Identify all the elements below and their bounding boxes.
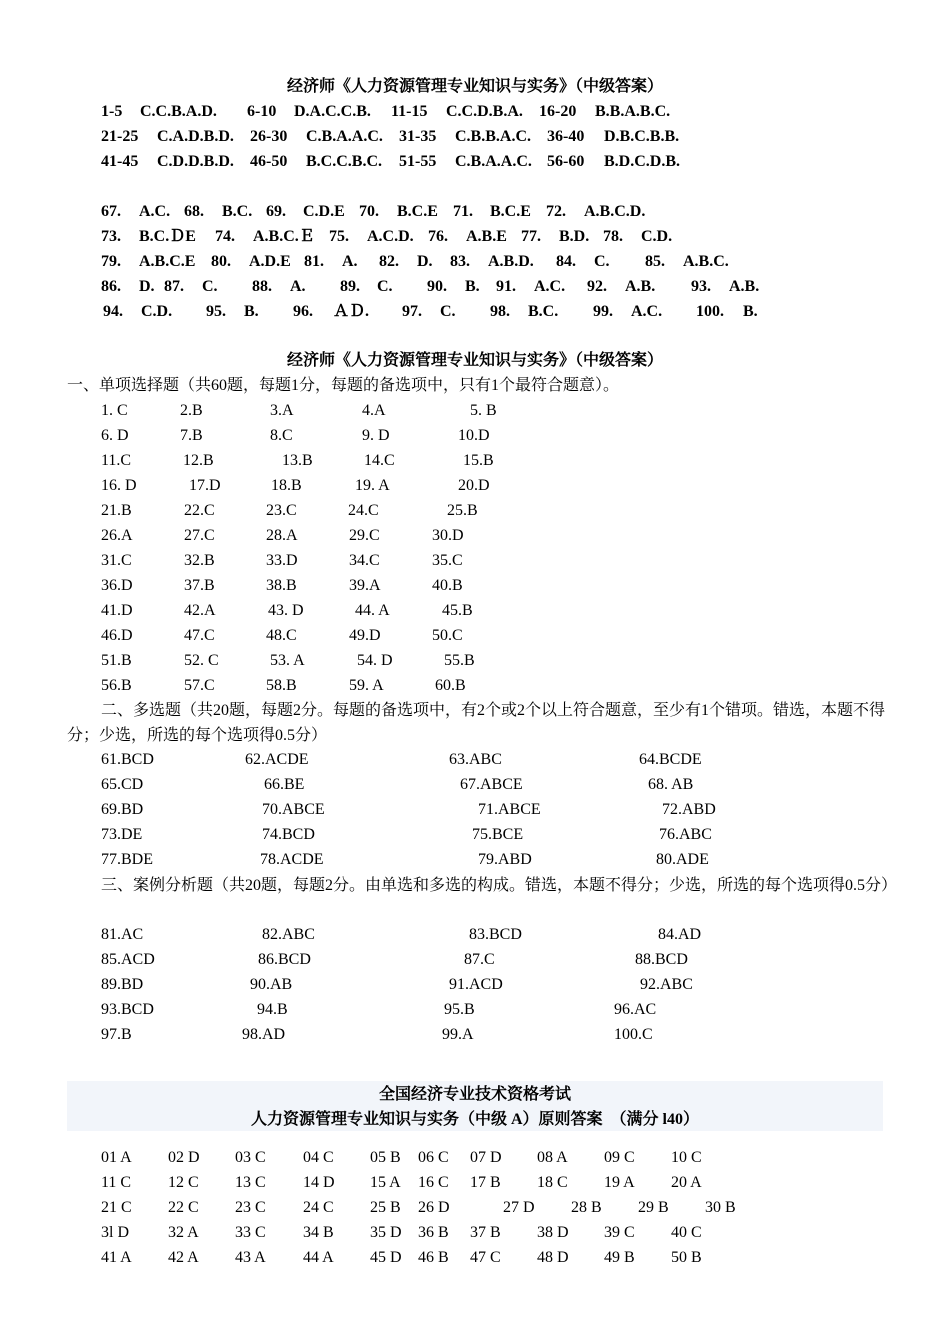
answer-cell: 86. [101,278,121,295]
section1-title: 经济师《人力资源管理专业知识与实务》（中级答案） [286,78,663,95]
answer-cell: B.D. [559,228,590,245]
section3-title-line2: 人力资源管理专业知识与实务（中级 A）原则答案 （满分 l40） [250,1111,699,1128]
section2-title: 经济师《人力资源管理专业知识与实务》（中级答案） [286,352,663,369]
answer-cell: 50.C [432,627,463,644]
answer-cell: 21.B [101,502,132,519]
answer-cell: 89. [340,278,360,295]
answer-cell: A. [342,253,358,270]
answer-cell: 21 C [101,1199,132,1216]
answer-cell: 28.A [266,527,298,544]
answer-cell: 71. [453,203,473,220]
answer-cell: 8.C [270,427,293,444]
answer-cell: 27 D [503,1199,535,1216]
answer-cell: 84. [556,253,576,270]
answer-cell: B.D.C.D.B. [604,153,681,170]
answer-cell: 70.ABCE [262,801,325,818]
answer-cell: B.B.A.B.C. [595,103,671,120]
answer-cell: A.C.D. [367,228,414,245]
answer-cell: 67. [101,203,121,220]
answer-cell: A. [290,278,306,295]
answer-cell: 90.AB [250,976,293,993]
answer-cell: 68. AB [648,776,694,793]
answer-cell: 20 A [671,1174,702,1191]
answer-cell: 53. A [270,652,305,669]
answer-cell: 80.ADE [656,851,709,868]
answer-cell: 35.C [432,552,463,569]
answer-cell: B.C.E [490,203,531,220]
answer-cell: 37.B [184,577,215,594]
answer-cell: 25 B [370,1199,401,1216]
answer-cell: 50 B [671,1249,702,1266]
answer-cell: 59. A [349,677,384,694]
answer-cell: C. [377,278,393,295]
answer-cell: 40 C [671,1224,702,1241]
answer-cell: 69. [266,203,286,220]
answer-cell: 18.B [271,477,302,494]
answer-cell: 66.BE [264,776,305,793]
answer-cell: C.D.E [303,203,345,220]
answer-cell: 94.B [257,1001,288,1018]
answer-cell: C.C.D.B.A. [446,103,523,120]
answer-cell: 6. D [101,427,129,444]
answer-cell: B.C.E [397,203,438,220]
answer-cell: 54. D [357,652,393,669]
answer-cell: 15.B [463,452,494,469]
answer-cell: 11.C [101,452,132,469]
answer-cell: 95. [206,303,226,320]
answer-cell: 19. A [355,477,390,494]
answer-cell: 09 C [604,1149,635,1166]
answer-cell: 51.B [101,652,132,669]
answer-cell: 25.B [447,502,478,519]
answer-cell: C. [440,303,456,320]
answer-cell: 41 A [101,1249,132,1266]
answer-cell: B.C. [528,303,559,320]
answer-cell: 26-30 [250,128,288,145]
answer-cell: 44. A [355,602,390,619]
answer-cell: 17 B [470,1174,501,1191]
answer-cell: A.C. [139,203,171,220]
answer-cell: C.A.D.B.D. [157,128,234,145]
answer-cell: 80. [211,253,231,270]
answer-cell: 77. [521,228,541,245]
answer-cell: 05 B [370,1149,401,1166]
answer-cell: 85.ACD [101,951,155,968]
answer-cell: D.A.C.C.B. [294,103,371,120]
answer-cell: 34 B [303,1224,334,1241]
answer-cell: 93.BCD [101,1001,154,1018]
answer-cell: 32 A [168,1224,199,1241]
answer-cell: 18 C [537,1174,568,1191]
answer-cell: 10.D [458,427,490,444]
case-analysis-heading: 三、案例分析题（共20题，每题2分。由单选和多选的构成。错选，本题不得分；少选，所选的每个选项得0.5分） [101,877,898,894]
answer-cell: A.D.E [249,253,291,270]
answer-cell: 29.C [349,527,380,544]
answer-cell: 29 B [638,1199,669,1216]
answer-cell: A.B.C.Ｅ [253,228,315,245]
answer-cell: 3.A [270,402,294,419]
answer-cell: 92. [587,278,607,295]
answer-cell: D. [417,253,433,270]
answer-cell: 96. [293,303,313,320]
answer-cell: 6-10 [247,103,277,120]
answer-cell: B. [465,278,480,295]
answer-cell: 04 C [303,1149,334,1166]
answer-cell: 74. [215,228,235,245]
answer-cell: 37 B [470,1224,501,1241]
answer-cell: 81. [304,253,324,270]
answer-cell: 56.B [101,677,132,694]
answer-cell: 88.BCD [635,951,688,968]
answer-cell: A.B.D. [488,253,534,270]
answer-cell: 87. [164,278,184,295]
answer-cell: 91. [496,278,516,295]
answer-cell: 69.BD [101,801,144,818]
answer-cell: 46.D [101,627,133,644]
answer-cell: 36-40 [547,128,585,145]
answer-cell: 21-25 [101,128,139,145]
answer-cell: 14 D [303,1174,335,1191]
answer-cell: C.B.A.A.C. [455,153,532,170]
answer-cell: 52. C [184,652,219,669]
answer-cell: C.D. [141,303,173,320]
answer-cell: 73. [101,228,121,245]
answer-cell: A.C. [631,303,663,320]
answer-cell: 76.ABC [659,826,712,843]
answer-cell: 23.C [266,502,297,519]
answer-cell: 16 C [418,1174,449,1191]
answer-cell: 63.ABC [449,751,502,768]
answer-cell: 74.BCD [262,826,315,843]
answer-cell: 71.ABCE [478,801,541,818]
answer-cell: 56-60 [547,153,585,170]
answer-cell: 48.C [266,627,297,644]
answer-cell: 06 C [418,1149,449,1166]
answer-cell: 30.D [432,527,464,544]
answer-cell: A.C. [534,278,566,295]
answer-cell: 83. [450,253,470,270]
answer-cell: 22 C [168,1199,199,1216]
answer-cell: 49.D [349,627,381,644]
answer-cell: ＡＤ. [333,303,370,320]
answer-cell: B. [244,303,259,320]
answer-cell: 5. B [470,402,497,419]
answer-cell: 24.C [348,502,379,519]
answer-cell: 73.DE [101,826,143,843]
answer-cell: 38 D [537,1224,569,1241]
answer-cell: B. [743,303,758,320]
answer-cell: D.B.C.B.B. [604,128,680,145]
answer-cell: 14.C [364,452,395,469]
answer-cell: 60.B [435,677,466,694]
answer-cell: 62.ACDE [245,751,309,768]
answer-cell: 46 B [418,1249,449,1266]
answer-cell: 75.BCE [472,826,524,843]
answer-cell: 33.D [266,552,298,569]
answer-cell: 3l D [101,1224,129,1241]
answer-cell: 24 C [303,1199,334,1216]
answer-cell: 58.B [266,677,297,694]
answer-cell: C.D.D.B.D. [157,153,234,170]
answer-cell: 72.ABD [662,801,716,818]
answer-cell: 1-5 [101,103,123,120]
answer-cell: 88. [252,278,272,295]
answer-cell: 94. [103,303,123,320]
answer-cell: 98.AD [242,1026,286,1043]
answer-cell: 44 A [303,1249,334,1266]
answer-cell: 89.BD [101,976,144,993]
answer-cell: B.C. [222,203,253,220]
answer-cell: 4.A [362,402,386,419]
answer-cell: 93. [691,278,711,295]
answer-cell: 87.C [464,951,495,968]
answer-cell: 42.A [184,602,216,619]
answer-cell: 100. [696,303,724,320]
answer-cell: 28 B [571,1199,602,1216]
answer-cell: 07 D [470,1149,502,1166]
answer-cell: C. [202,278,218,295]
answer-cell: 17.D [189,477,221,494]
answer-cell: 34.C [349,552,380,569]
answer-cell: 46-50 [250,153,288,170]
answer-cell: C. [594,253,610,270]
answer-cell: 35 D [370,1224,402,1241]
answer-cell: 9. D [362,427,390,444]
answer-cell: 45 D [370,1249,402,1266]
answer-cell: 13.B [282,452,313,469]
answer-cell: 23 C [235,1199,266,1216]
answer-cell: 82.ABC [262,926,315,943]
answer-cell: 2.B [180,402,203,419]
answer-cell: 45.B [442,602,473,619]
answer-cell: 13 C [235,1174,266,1191]
answer-cell: 36 B [418,1224,449,1241]
answer-cell: 99.A [442,1026,474,1043]
answer-cell: 39.A [349,577,381,594]
answer-cell: 26 D [418,1199,450,1216]
answer-cell: D. [139,278,155,295]
answer-cell: 27.C [184,527,215,544]
answer-cell: 11-15 [391,103,428,120]
answer-cell: 01 A [101,1149,132,1166]
answer-cell: 92.ABC [640,976,693,993]
answer-cell: 26.A [101,527,133,544]
answer-cell: 12 C [168,1174,199,1191]
answer-cell: A.B.C.E [139,253,196,270]
multi-choice-heading: 二、多选题（共20题，每题2分。每题的备选项中，有2个或2个以上符合题意，至少有1个错项。错选，本题不得分；少选，所选的每个选项得0.5分） [67,702,886,744]
answer-cell: 70. [359,203,379,220]
answer-cell: 19 A [604,1174,635,1191]
answer-cell: 30 B [705,1199,736,1216]
answer-cell: 76. [428,228,448,245]
answer-cell: 79. [101,253,121,270]
answer-cell: 90. [427,278,447,295]
answer-cell: 77.BDE [101,851,153,868]
answer-cell: 16-20 [539,103,577,120]
answer-cell: 1. C [101,402,128,419]
answer-cell: 40.B [432,577,463,594]
answer-cell: B.C.C.B.C. [306,153,383,170]
answer-cell: 97.B [101,1026,132,1043]
answer-cell: 83.BCD [469,926,522,943]
answer-cell: B.C.ＤE [139,228,196,245]
answer-cell: A.B. [729,278,760,295]
answer-cell: 43. D [268,602,304,619]
answer-cell: 85. [645,253,665,270]
answer-cell: 100.C [614,1026,653,1043]
answer-cell: 51-55 [399,153,437,170]
answer-cell: 99. [593,303,613,320]
answer-cell: 41.D [101,602,133,619]
answer-cell: 98. [490,303,510,320]
answer-cell: 91.ACD [449,976,503,993]
answer-cell: 78.ACDE [260,851,324,868]
answer-cell: 82. [379,253,399,270]
answer-cell: 36.D [101,577,133,594]
answer-cell: C.D. [641,228,673,245]
answer-cell: A.B.C.D. [584,203,646,220]
answer-cell: 12.B [183,452,214,469]
answer-cell: A.B.C. [683,253,729,270]
answer-cell: 96.AC [614,1001,657,1018]
answer-cell: 15 A [370,1174,401,1191]
answer-cell: 03 C [235,1149,266,1166]
answer-cell: 7.B [180,427,203,444]
answer-cell: 75. [329,228,349,245]
answer-cell: 81.AC [101,926,144,943]
answer-cell: 38.B [266,577,297,594]
answer-cell: C.C.B.A.D. [140,103,217,120]
answer-cell: 79.ABD [478,851,532,868]
answer-cell: 84.AD [658,926,702,943]
answer-cell: 47.C [184,627,215,644]
answer-cell: 32.B [184,552,215,569]
answer-cell: 02 D [168,1149,200,1166]
answer-cell: 43 A [235,1249,266,1266]
answer-cell: 33 C [235,1224,266,1241]
answer-cell: 78. [603,228,623,245]
section3-title-line1: 全国经济专业技术资格考试 [378,1086,571,1103]
answer-cell: 49 B [604,1249,635,1266]
answer-cell: 64.BCDE [639,751,702,768]
answer-cell: A.B. [625,278,656,295]
answer-cell: 57.C [184,677,215,694]
answer-cell: 31.C [101,552,132,569]
answer-cell: 72. [546,203,566,220]
answer-cell: 31-35 [399,128,437,145]
answer-cell: 48 D [537,1249,569,1266]
answer-cell: 16. D [101,477,137,494]
answer-cell: 55.B [444,652,475,669]
answer-cell: C.B.A.A.C. [306,128,383,145]
answer-cell: 86.BCD [258,951,311,968]
answer-cell: 39 C [604,1224,635,1241]
answer-cell: 68. [184,203,204,220]
answer-cell: 47 C [470,1249,501,1266]
answer-cell: 22.C [184,502,215,519]
single-choice-heading: 一、单项选择题（共60题，每题1分，每题的备选项中，只有1个最符合题意）。 [67,377,620,394]
answer-cell: 42 A [168,1249,199,1266]
answer-cell: 67.ABCE [460,776,523,793]
answer-cell: 61.BCD [101,751,154,768]
answer-cell: 65.CD [101,776,144,793]
answer-cell: A.B.E [466,228,507,245]
answer-cell: 11 C [101,1174,132,1191]
answer-cell: 20.D [458,477,490,494]
answer-cell: 10 C [671,1149,702,1166]
answer-cell: 95.B [444,1001,475,1018]
answer-cell: C.B.B.A.C. [455,128,532,145]
answer-cell: 41-45 [101,153,139,170]
answer-cell: 97. [402,303,422,320]
answer-cell: 08 A [537,1149,568,1166]
